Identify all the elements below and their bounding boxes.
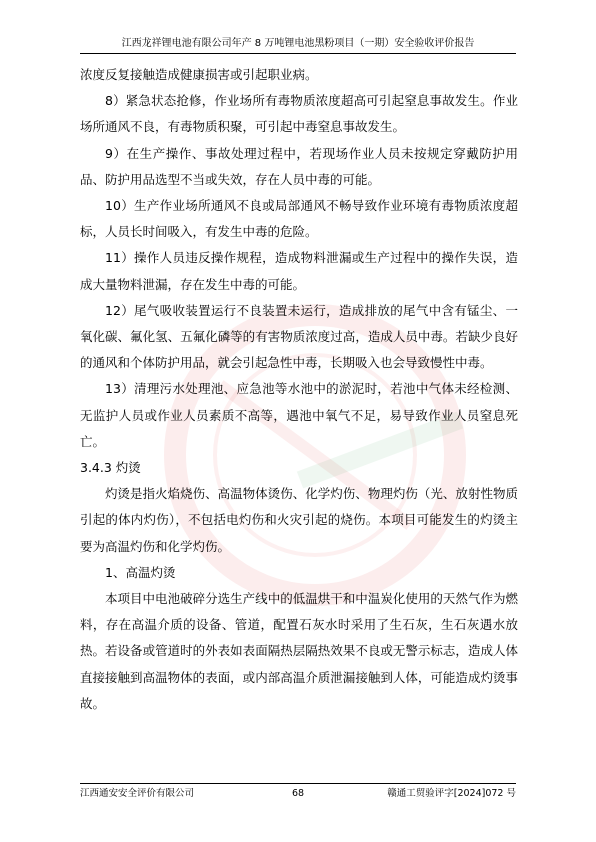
subsection-heading: 1、高温灼烫 xyxy=(105,564,176,580)
header-divider xyxy=(80,53,516,54)
page-number: 68 xyxy=(291,788,305,799)
section-heading: 3.4.3 灼烫 xyxy=(80,460,141,476)
paragraph-item-10: 10）生产作业场所通风不良或局部通风不畅导致作业环境有毒物质浓度超标，人员长时间吸入，有发生中毒的危险。 xyxy=(80,198,518,240)
paragraph-item-12: 12）尾气吸收装置运行不良装置未运行，造成排放的尾气中含有锰尘、一氧化碳、氟化氢、五氟化磷等的有害物质浓度过高，造成人员中毒。若缺少良好的通风和个体防护用品，就会引起急性中毒，长期吸入也会导致慢性中毒。 xyxy=(80,302,518,371)
paragraph-burn-definition: 灼烫是指火焰烧伤、高温物体烫伤、化学灼伤、物理灼伤（光、放射性物质引起的体内灼伤），不包括电灼伤和火灾引起的烧伤。本项目可能发生的灼烫主要为高温灼伤和化学灼伤。 xyxy=(80,486,518,554)
paragraph-item-9: 9）在生产操作、事故处理过程中，若现场作业人员未按规定穿戴防护用品、防护用品选型不当或失效，存在人员中毒的可能。 xyxy=(80,145,518,187)
paragraph-item-8: 8）紧急状态抢修，作业场所有毒物质浓度超高可引起窒息事故发生。作业场所通风不良，有毒物质积聚，可引起中毒窒息事故发生。 xyxy=(80,93,518,135)
document-body xyxy=(80,62,518,717)
paragraph-item-13: 13）清理污水处理池、应急池等水池中的淤泥时，若池中气体未经检测、无监护人员或作业人员素质不高等，遇池中氧气不足，易导致作业人员窒息死亡。 xyxy=(80,381,518,449)
paragraph-item-11: 11）操作人员违反操作规程，造成物料泄漏或生产过程中的操作失误，造成大量物料泄漏，存在发生中毒的可能。 xyxy=(80,250,518,292)
page-header: 江西龙祥锂电池有限公司年产 8 万吨锂电池黑粉项目（一期）安全验收评价报告 xyxy=(121,38,475,49)
footer-divider xyxy=(80,783,516,784)
footer-company: 江西通安安全评价有限公司 xyxy=(80,788,195,799)
paragraph-1: 浓度反复接触造成健康损害或引起职业病。 xyxy=(80,67,318,82)
paragraph-high-temp-burn: 本项目中电池破碎分选生产线中的低温烘干和中温炭化使用的天然气作为燃料，存在高温介质的设备、管道，配置石灰水时采用了生石灰，生石灰遇水放热。若设备或管道时的外表如表面隔热层隔热效果不良或无警示标志，造成人体直接接触到高温物体的表面，或内部高温介质泄漏接触到人体，可能造成灼烫事故。 xyxy=(80,591,518,711)
document-number: 赣通工贸验评字[2024]072 号 xyxy=(387,788,516,799)
